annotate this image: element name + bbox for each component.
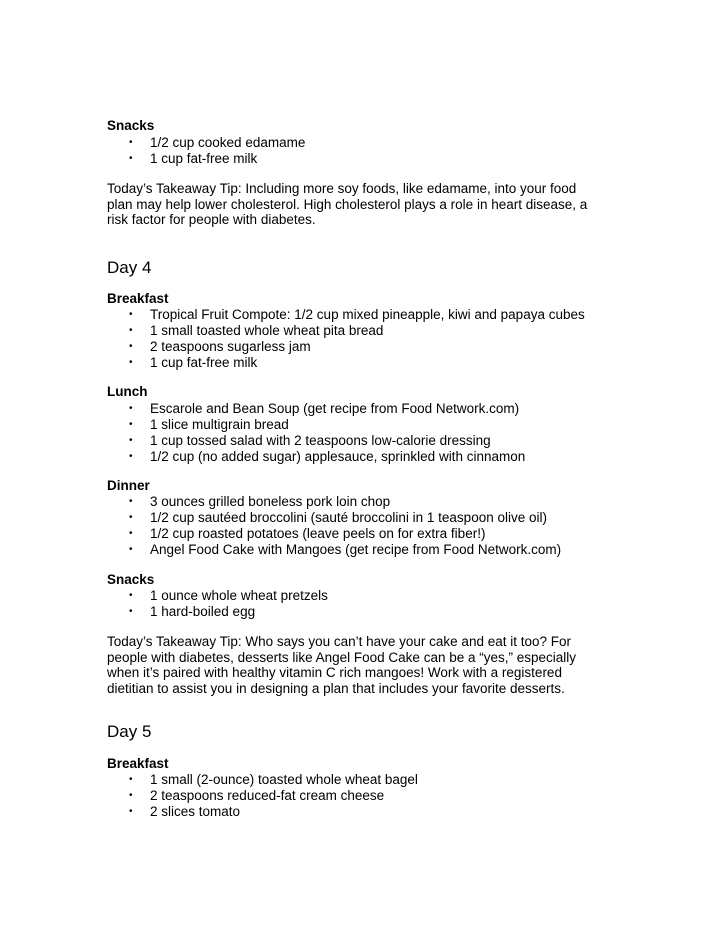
bullet-icon: • [129, 435, 133, 446]
bullet-icon: • [129, 153, 133, 164]
section-heading-snacks: Snacks [107, 572, 155, 587]
bullet-icon: • [129, 528, 133, 539]
bullet-icon: • [129, 451, 133, 462]
bullet-icon: • [129, 325, 133, 336]
bullet-icon: • [129, 496, 133, 507]
bullet-icon: • [129, 419, 133, 430]
section-heading-breakfast: Breakfast [107, 291, 169, 306]
bullet-icon: • [129, 544, 133, 555]
day-title: Day 5 [107, 722, 152, 741]
section-heading-lunch: Lunch [107, 384, 148, 399]
bullet-icon: • [129, 341, 133, 352]
bullet-icon: • [129, 357, 133, 368]
takeaway-tip: Today’s Takeaway Tip: Who says you can’t have your cake and eat it too? For people with diabetes, desserts like Angel Food Cake can be a “yes,” especially when it’s paired with healthy vitamin C rich mangoes! Work with a registered dietitian to assist you in designing a plan that includes your favorite desserts. [107, 634, 577, 696]
day-title: Day 4 [107, 258, 152, 277]
document-page: Snacks • 1/2 cup cooked edamame • 1 cup fat-free milk Today’s Takeaway Tip: Including more soy foods, like edamame, into your food plan may help lower cholesterol. High cholesterol plays a role in heart disease, a risk factor for people with diabetes. Day 4 Breakfast • Tropical Fruit Compote: 1/2 cup mixed pineapple, kiwi and papaya cubes • 1 small toasted whole wheat pita bread • 2 teaspoons sugarless jam • 1 cup fat-free milk Lunch • Escarole and Bean Soup (get recipe from Food Network.com) • 1 slice multigrain bread • 1 cup tossed salad with 2 teaspoons low-calorie dressing • 1/2 cup (no added sugar) applesauce, sprinkled with cinnamon Dinner • 3 ounces grilled boneless pork loin chop • 1/2 cup sautéed broccolini (sauté broccolini in 1 teaspoon olive oil) • 1/2 cup roasted potatoes (leave peels on for extra fiber!) • Angel Food Cake with Mangoes (get recipe from Food Network.com) Snacks • 1 ounce whole wheat pretzels • 1 hard-boiled egg Today’s Takeaway Tip: Who says you can’t have your cake and eat it too? For people with diabetes, desserts like Angel Food Cake can be a “yes,” especially when it’s paired with healthy vitamin C rich mangoes! Work with a registered dietitian to assist you in designing a plan that includes your favorite desserts. Day 5 Breakfast • 1 small (2-ounce) toasted whole wheat bagel • 2 teaspoons reduced-fat cream cheese • 2 slices tomato [0, 0, 728, 943]
section-heading-dinner: Dinner [107, 478, 150, 493]
takeaway-tip: Today’s Takeaway Tip: Including more soy foods, like edamame, into your food plan may help lower cholesterol. High cholesterol plays a role in heart disease, a risk factor for people with diabetes. [107, 181, 588, 227]
bullet-icon: • [129, 806, 133, 817]
section-heading-breakfast: Breakfast [107, 756, 169, 771]
bullet-icon: • [129, 512, 133, 523]
bullet-icon: • [129, 309, 133, 320]
section-heading-snacks: Snacks [107, 118, 155, 133]
bullet-icon: • [129, 137, 133, 148]
bullet-icon: • [129, 606, 133, 617]
bullet-icon: • [129, 403, 133, 414]
bullet-icon: • [129, 774, 133, 785]
bullet-icon: • [129, 590, 133, 601]
bullet-icon: • [129, 790, 133, 801]
